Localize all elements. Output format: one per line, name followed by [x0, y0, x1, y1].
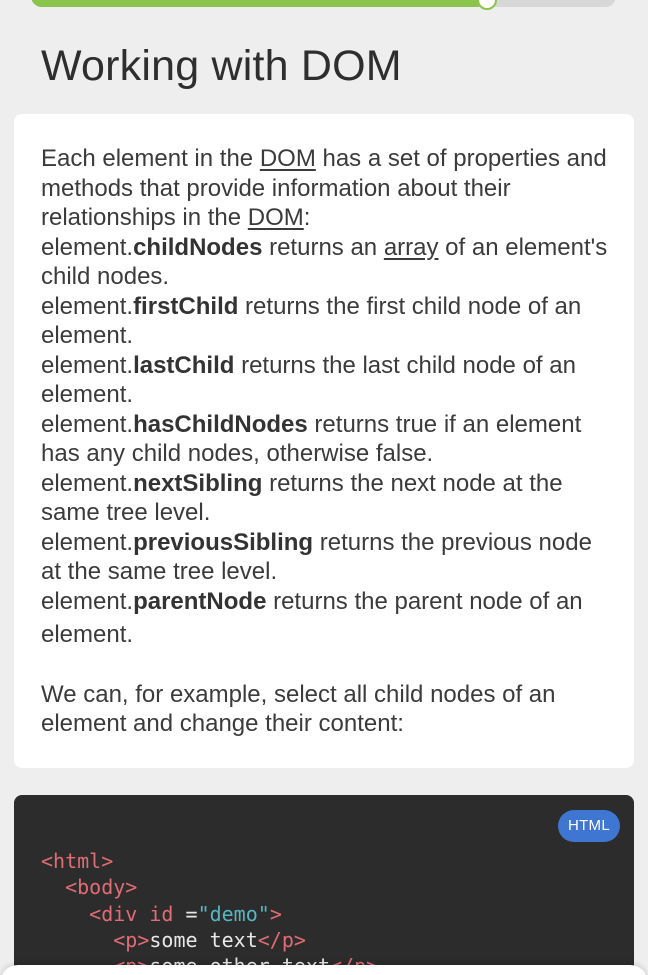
code-token: <p> [113, 927, 150, 952]
progress-fill [31, 0, 487, 7]
property-firstchild: element.firstChild returns the first child node of an element. [41, 292, 582, 349]
lesson-body [41, 144, 616, 739]
code-token: id [149, 901, 186, 926]
bottom-sheet[interactable] [0, 965, 648, 975]
property-childnodes: element.childNodes returns an array of an element's child nodes. [41, 233, 608, 290]
lesson-progress-bar [31, 0, 616, 7]
property-lastchild: element.lastChild returns the last child node of an element. [41, 351, 576, 408]
dom-glossary-link[interactable]: DOM [259, 145, 316, 172]
property-haschildnodes: element.hasChildNodes returns true if an element has any child nodes, otherwise false. [41, 410, 582, 467]
dom-glossary-link[interactable]: DOM [247, 204, 304, 231]
intro-paragraph: Each element in the DOM has a set of properties and methods that provide information about their relationships in the DOM: [41, 145, 607, 231]
code-token: <div [89, 901, 150, 926]
language-badge[interactable]: HTML [558, 810, 620, 842]
property-nextsibling: element.nextSibling returns the next node at the same tree level. [41, 469, 563, 526]
code-block [41, 848, 378, 975]
code-token: </p> [257, 927, 306, 952]
code-token: = [185, 901, 198, 926]
code-token: "demo" [197, 901, 270, 926]
lesson-text-card [14, 114, 634, 768]
code-example-card [14, 795, 634, 975]
array-glossary-link[interactable]: array [383, 233, 439, 261]
outro-paragraph: We can, for example, select all child nodes of an element and change their content: [41, 680, 556, 737]
code-token: > [269, 901, 282, 926]
code-token: <html> [41, 849, 114, 873]
progress-knob [477, 0, 497, 10]
code-token: some text [149, 927, 258, 952]
code-token: <body> [65, 875, 138, 900]
lesson-title: Working with DOM [41, 42, 402, 90]
property-parentnode: element.parentNode returns the parent node of an element. [41, 587, 583, 648]
property-previoussibling: element.previousSibling returns the previous node at the same tree level. [41, 528, 592, 585]
